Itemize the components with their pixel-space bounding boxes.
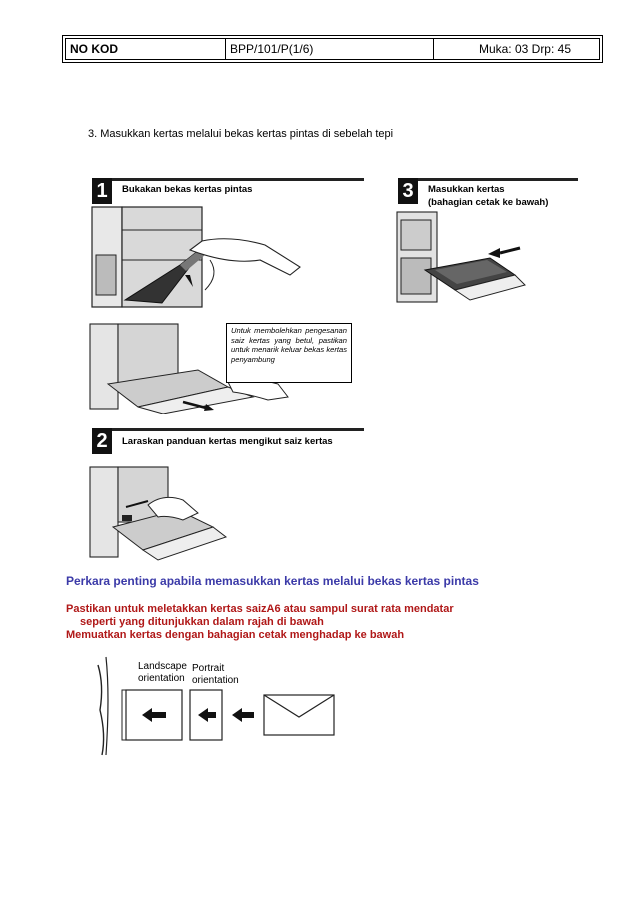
paper-extension-note: Untuk membolehkan pengesanan saiz kertas yang betul, pastikan untuk menarik keluar bekas kertas penyambung — [226, 323, 352, 383]
paper-insert-illustration — [395, 210, 530, 305]
portrait-label-line2: orientation — [192, 675, 239, 686]
landscape-orientation-label — [138, 661, 187, 685]
step-2-caption: Laraskan panduan kertas mengikut saiz kertas — [122, 436, 333, 447]
step-1-rule — [92, 178, 364, 181]
paper-guide-adjust-illustration — [88, 465, 228, 563]
copier-bypass-open-illustration — [90, 205, 322, 310]
landscape-label-line1: Landscape — [138, 661, 187, 672]
step-3-rule — [398, 178, 578, 181]
portrait-orientation-label — [192, 663, 239, 687]
step-3-number: 3 — [398, 178, 418, 204]
important-heading: Perkara penting apabila memasukkan kertas melalui bekas kertas pintas — [66, 574, 479, 588]
portrait-label-line1: Portrait — [192, 663, 225, 674]
step-1-caption: Bukakan bekas kertas pintas — [122, 184, 253, 195]
step-instruction: 3. Masukkan kertas melalui bekas kertas pintas di sebelah tepi — [88, 128, 394, 140]
landscape-label-line2: orientation — [138, 673, 185, 684]
instruction-line-2: seperti yang ditunjukkan dalam rajah di bawah — [80, 616, 324, 628]
document-header-table — [65, 38, 600, 60]
step-2-number: 2 — [92, 428, 112, 454]
step-1-number: 1 — [92, 178, 112, 204]
instruction-line-1: Pastikan untuk meletakkan kertas saizA6 atau sampul surat rata mendatar — [66, 603, 454, 615]
code-label: NO KOD — [66, 39, 226, 59]
code-value: BPP/101/P(1/6) — [226, 39, 434, 59]
page-label: Muka: 03 Drp: 45 — [478, 42, 571, 56]
step-3-caption-line1: Masukkan kertas — [428, 184, 505, 195]
step-2-rule — [92, 428, 364, 431]
instruction-line-3: Memuatkan kertas dengan bahagian cetak menghadap ke bawah — [66, 629, 405, 641]
step-3-caption-line2: (bahagian cetak ke bawah) — [428, 197, 549, 208]
